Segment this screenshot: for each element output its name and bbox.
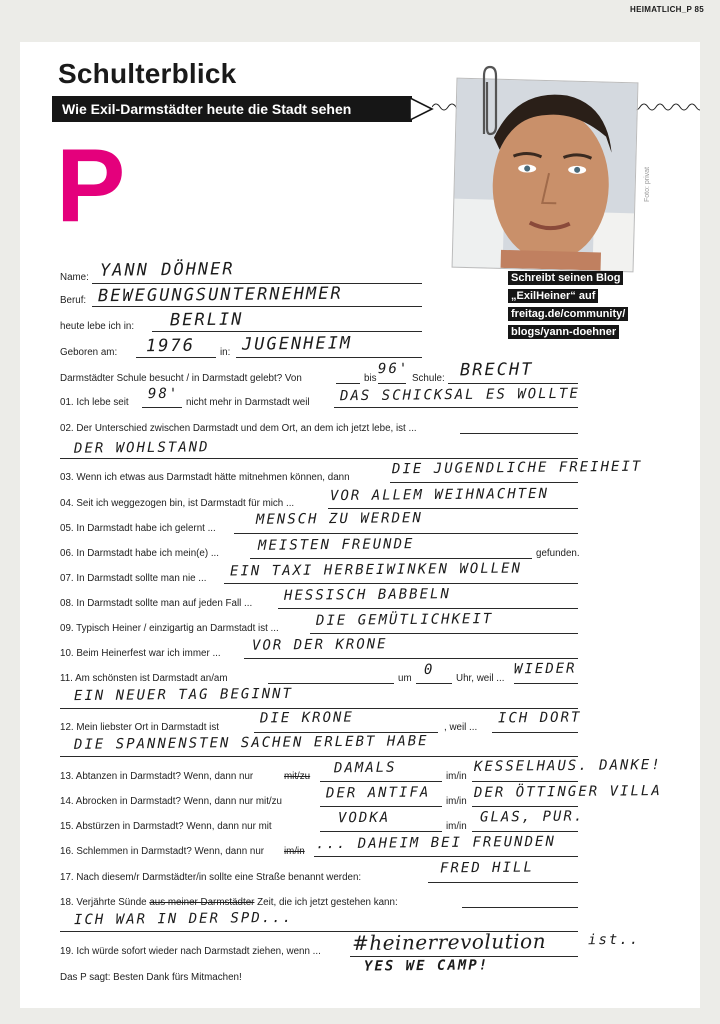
answer-13: DAMALS [333, 759, 397, 777]
answer-17: FRED HILL [439, 859, 534, 877]
answer-12b: DIE SPANNENSTEN SACHEN ERLEBT HABE [73, 733, 429, 753]
answer-geboren-ort: JUGENHEIM [241, 333, 353, 355]
photo-caption [508, 268, 648, 340]
question-01: 01. Ich lebe seit [60, 397, 129, 408]
answer-18: ICH WAR IN DER SPD... [73, 909, 294, 929]
lebe-label: heute lebe ich in: [60, 321, 135, 332]
answer-02: DER WOHLSTAND [73, 439, 210, 457]
question-12-weil: , weil ... [444, 722, 478, 733]
answer-lebe: BERLIN [169, 309, 244, 331]
answer-11b: EIN NEUER TAG BEGINNT [73, 685, 294, 705]
answer-09: DIE GEMÜTLICHKEIT [315, 611, 494, 629]
question-schule: Darmstädter Schule besucht / in Darmstadt gelebt? Von [60, 373, 302, 384]
answer-line [416, 683, 452, 684]
answer-line [142, 407, 182, 408]
answer-line [314, 856, 578, 857]
answer-line [136, 357, 216, 358]
answer-line [472, 831, 578, 832]
answer-line [460, 433, 578, 434]
question-01b: nicht mehr in Darmstadt weil [186, 397, 310, 408]
question-11-uhr: Uhr, weil ... [456, 673, 505, 684]
answer-line [244, 658, 578, 659]
answer-line [492, 732, 578, 733]
answer-schule: BRECHT [459, 359, 534, 381]
answer-geboren: 1976 [145, 335, 196, 357]
question-14: 14. Abrocken in Darmstadt? Wenn, dann nur mit/zu [60, 796, 282, 807]
answer-01: DAS SCHICKSAL ES WOLLTE [339, 385, 580, 405]
answer-11-time: 0 [423, 661, 435, 679]
question-08: 08. In Darmstadt sollte man auf jeden Fall ... [60, 598, 253, 609]
caption-line: Schreibt seinen Blog [508, 271, 623, 285]
thanks-line: Das P sagt: Besten Dank fürs Mitmachen! [60, 972, 242, 983]
beruf-label: Beruf: [60, 295, 87, 306]
answer-line [462, 907, 578, 908]
question-12: 12. Mein liebster Ort in Darmstadt ist [60, 722, 219, 733]
answer-line [60, 458, 578, 459]
banner-arrow-icon [410, 97, 434, 121]
answer-13b: KESSELHAUS. DANKE! [473, 757, 662, 775]
answer-line [268, 683, 394, 684]
answer-line [328, 508, 578, 509]
question-13: 13. Abtanzen in Darmstadt? Wenn, dann nur [60, 771, 254, 782]
answer-beruf: BEWEGUNGSUNTERNEHMER [97, 283, 343, 307]
questionnaire-sheet [20, 42, 700, 1008]
answer-line [320, 831, 442, 832]
answer-14b: DER ÖTTINGER VILLA [473, 783, 662, 801]
answer-03: DIE JUGENDLICHE FREIHEIT [391, 458, 643, 478]
question-17: 17. Nach diesem/r Darmstädter/in sollte eine Straße benannt werden: [60, 872, 362, 883]
question-06: 06. In Darmstadt habe ich mein(e) ... [60, 548, 219, 559]
answer-line [336, 383, 360, 384]
answer-04: VOR ALLEM WEIHNACHTEN [329, 485, 550, 505]
name-label: Name: [60, 272, 89, 283]
geboren-label: Geboren am: [60, 347, 118, 358]
subtitle-banner: Wie Exil-Darmstädter heute die Stadt sehen [52, 96, 412, 122]
answer-line [320, 806, 442, 807]
answer-12a: ICH DORT [497, 709, 582, 727]
answer-15b: GLAS, PUR. [479, 808, 585, 826]
bis-label: bis [364, 373, 377, 384]
question-10: 10. Beim Heinerfest war ich immer ... [60, 648, 221, 659]
answer-line [60, 708, 578, 709]
question-18 [60, 897, 398, 908]
page-folio: HEIMATLICH_P 85 [630, 5, 704, 14]
answer-line [472, 781, 578, 782]
answer-11a: WIEDER [513, 660, 577, 678]
answer-08: HESSISCH BABBELN [283, 586, 451, 604]
answer-line [334, 407, 578, 408]
caption-line: „ExilHeiner“ auf [508, 289, 598, 303]
answer-bis: 96' [377, 360, 410, 378]
question-19: 19. Ich würde sofort wieder nach Darmstadt ziehen, wenn ... [60, 946, 321, 957]
caption-line: freitag.de/community/ [508, 307, 628, 321]
answer-line [472, 806, 578, 807]
answer-line [224, 583, 578, 584]
question-13-im: im/in [446, 771, 467, 782]
section-initial: P [56, 128, 126, 244]
question-07: 07. In Darmstadt sollte man nie ... [60, 573, 207, 584]
question-09: 09. Typisch Heiner / einzigartig an Darmstadt ist ... [60, 623, 279, 634]
question-11-um: um [398, 673, 412, 684]
answer-line [92, 306, 422, 307]
answer-15: VODKA [337, 809, 391, 827]
answer-10: VOR DER KRONE [251, 636, 388, 654]
question-02: 02. Der Unterschied zwischen Darmstadt und dem Ort, an dem ich jetzt lebe, ist ... [60, 423, 417, 434]
question-15: 15. Abstürzen in Darmstadt? Wenn, dann nur mit [60, 821, 272, 832]
question-15-im: im/in [446, 821, 467, 832]
photo-credit: Foto: privat [644, 166, 651, 202]
answer-12: DIE KRONE [259, 709, 354, 727]
paperclip-icon [476, 64, 502, 142]
answer-19: #heinerrevolution [351, 928, 547, 956]
question-14-im: im/in [446, 796, 467, 807]
answer-line [448, 383, 578, 384]
question-18-text: 18. Verjährte Sünde [60, 897, 147, 908]
answer-line [390, 482, 578, 483]
in-label: in: [220, 347, 231, 358]
question-04: 04. Seit ich weggezogen bin, ist Darmstadt für mich ... [60, 498, 295, 509]
question-16: 16. Schlemmen in Darmstadt? Wenn, dann nur [60, 846, 265, 857]
answer-line [234, 533, 578, 534]
answer-16: ... DAHEIM BEI FREUNDEN [315, 833, 556, 853]
answer-line [250, 558, 532, 559]
question-16-option: im/in [284, 846, 305, 857]
answer-14: DER ANTIFA [325, 784, 431, 802]
answer-line [310, 633, 578, 634]
question-03: 03. Wenn ich etwas aus Darmstadt hätte mitnehmen können, dann [60, 472, 350, 483]
answer-line [428, 882, 578, 883]
answer-final: YES WE CAMP! [363, 957, 490, 975]
question-06b: gefunden. [536, 548, 580, 559]
answer-01-year: 98' [147, 385, 180, 403]
answer-line [514, 683, 578, 684]
question-11: 11. Am schönsten ist Darmstadt an/am [60, 673, 228, 684]
answer-06: MEISTEN FREUNDE [257, 536, 415, 554]
answer-07: EIN TAXI HERBEIWINKEN WOLLEN [229, 560, 523, 580]
answer-line [378, 383, 406, 384]
question-13-option: mit/zu [284, 771, 311, 782]
question-05: 05. In Darmstadt habe ich gelernt ... [60, 523, 216, 534]
caption-line: blogs/yann-doehner [508, 325, 619, 339]
answer-line [236, 357, 422, 358]
answer-19b: ist.. [587, 931, 641, 949]
schule-label: Schule: [412, 373, 445, 384]
answer-line [60, 756, 578, 757]
answer-name: YANN DÖHNER [99, 259, 235, 281]
question-18-text: Zeit, die ich jetzt gestehen kann: [257, 897, 398, 908]
answer-line [278, 608, 578, 609]
answer-line [320, 781, 442, 782]
page-title: Schulterblick [58, 58, 237, 89]
question-18-strike: aus meiner Darmstädter [149, 897, 255, 908]
answer-05: MENSCH ZU WERDEN [255, 510, 423, 528]
answer-line [152, 331, 422, 332]
